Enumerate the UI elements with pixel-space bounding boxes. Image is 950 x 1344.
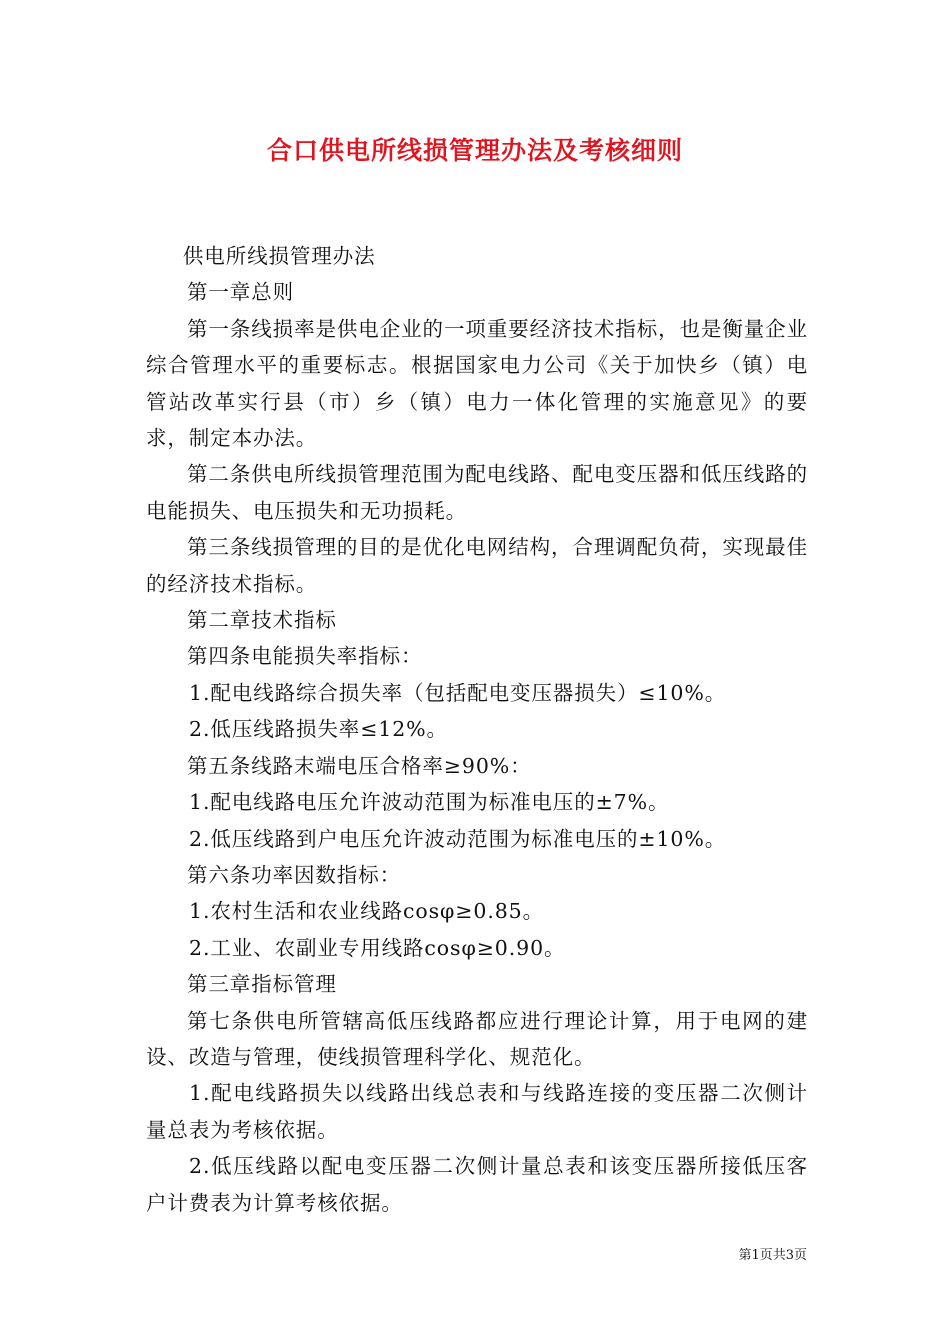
article-paragraph: 第六条功率因数指标： bbox=[187, 862, 401, 887]
chapter-heading: 第一章总则 bbox=[187, 280, 294, 305]
list-item: 2.工业、农副业专用线路cosφ≥0.90。 bbox=[189, 935, 566, 960]
list-item: 1.配电线路综合损失率（包括配电变压器损失）≤10%。 bbox=[189, 680, 727, 705]
list-item: 2.低压线路到户电压允许波动范围为标准电压的±10%。 bbox=[189, 826, 727, 851]
list-item: 1.农村生活和农业线路cosφ≥0.85。 bbox=[189, 899, 545, 924]
article-paragraph: 第二条供电所线损管理范围为配电线路、配电变压器和低压线路的电能损失、电压损失和无功损耗。 bbox=[146, 462, 808, 523]
article-paragraph: 第三条线损管理的目的是优化电网结构，合理调配负荷，实现最佳的经济技术指标。 bbox=[146, 535, 808, 596]
article-paragraph: 第七条供电所管辖高低压线路都应进行理论计算，用于电网的建设、改造与管理，使线损管理科学化、规范化。 bbox=[146, 1008, 808, 1069]
page-number: 第1页共3页 bbox=[738, 1248, 807, 1263]
chapter-heading: 第三章指标管理 bbox=[187, 972, 337, 997]
list-item: 2.低压线路损失率≤12%。 bbox=[189, 717, 448, 742]
list-item: 1.配电线路损失以线路出线总表和与线路连接的变压器二次侧计量总表为考核依据。 bbox=[146, 1081, 808, 1142]
article-paragraph: 第五条线路末端电压合格率≥90%： bbox=[187, 753, 532, 778]
list-item: 1.配电线路电压允许波动范围为标准电压的±7%。 bbox=[189, 790, 670, 815]
chapter-heading: 第二章技术指标 bbox=[187, 608, 337, 633]
article-paragraph: 第一条线损率是供电企业的一项重要经济技术指标，也是衡量企业综合管理水平的重要标志。根据国家电力公司《关于加快乡（镇）电管站改革实行县（市）乡（镇）电力一体化管理的实施意见》的要求，制定本办法。 bbox=[146, 316, 808, 451]
list-item: 2.低压线路以配电变压器二次侧计量总表和该变压器所接低压客户计费表为计算考核依据。 bbox=[146, 1154, 808, 1215]
article-paragraph: 第四条电能损失率指标： bbox=[187, 644, 423, 669]
document-body bbox=[146, 238, 808, 1221]
section-heading: 供电所线损管理办法 bbox=[182, 244, 376, 268]
document-title: 合口供电所线损管理办法及考核细则 bbox=[266, 136, 683, 165]
